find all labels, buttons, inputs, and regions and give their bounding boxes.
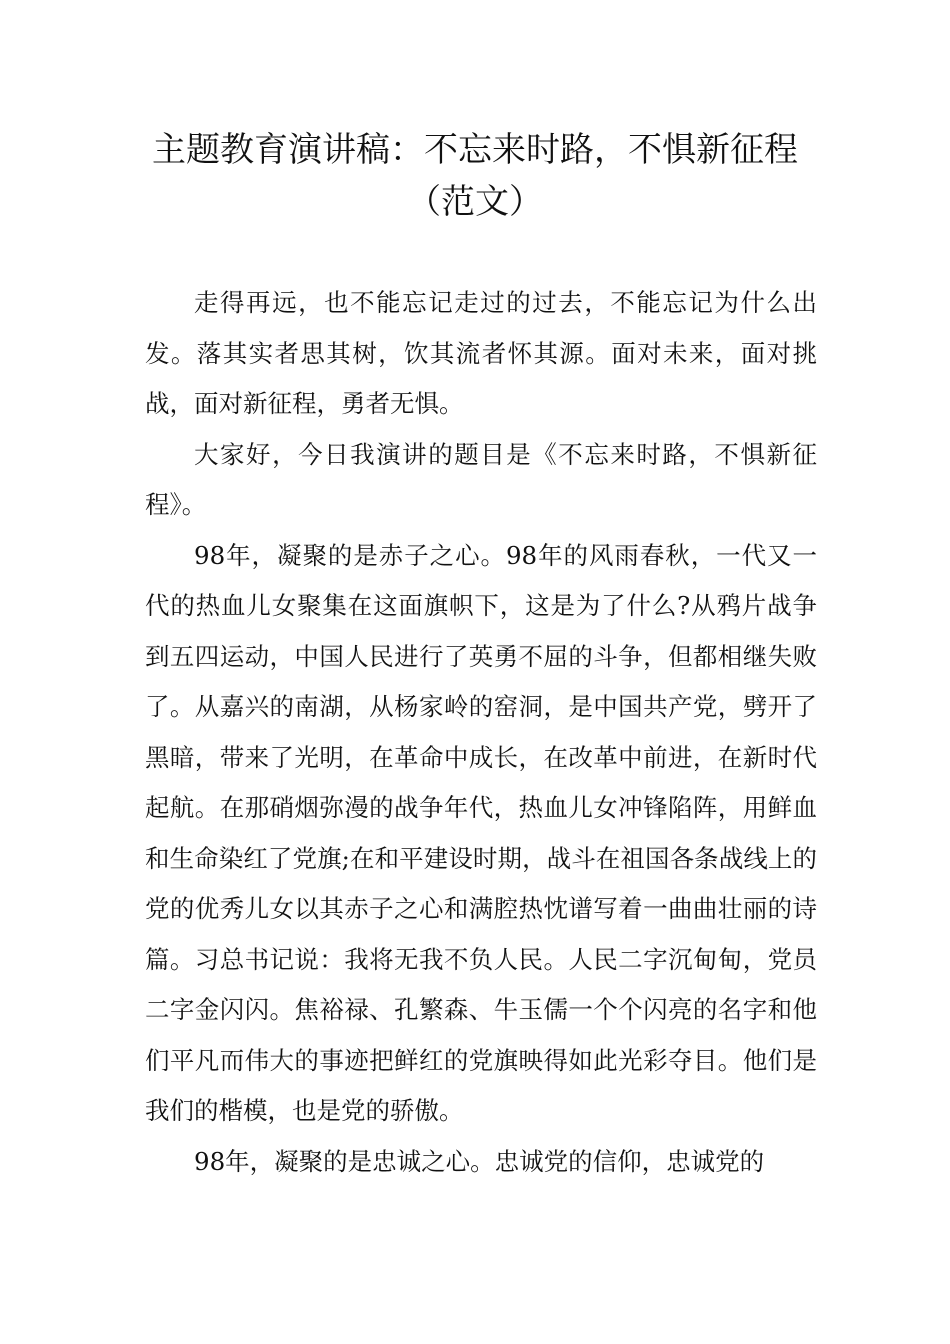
page-title: 主题教育演讲稿：不忘来时路，不惧新征程（范文） [152,130,798,222]
paragraph-red-heart: 98年，凝聚的是赤子之心。98年的风雨春秋，一代又一代的热血儿女聚集在这面旗帜下，这是为了什么?从鸦片战争到五四运动，中国人民进行了英勇不屈的斗争，但都相继失败了。从嘉兴的南湖，从杨家岭的窑洞，是中国共产党，劈开了黑暗，带来了光明，在革命中成长，在改革中前进，在新时代起航。在那硝烟弥漫的战争年代，热血儿女冲锋陷阵，用鲜血和生命染红了党旗;在和平建设时期，战斗在祖国各条战线上的党的优秀儿女以其赤子之心和满腔热忱谱写着一曲曲壮丽的诗篇。习总书记说：我将无我不负人民。人民二字沉甸甸，党员二字金闪闪。焦裕禄、孔繁森、牛玉儒一个个闪亮的名字和他们平凡而伟大的事迹把鲜红的党旗映得如此光彩夺目。他们是我们的楷模，也是党的骄傲。 [145,540,817,1125]
paragraph-greeting: 大家好，今日我演讲的题目是《不忘来时路，不惧新征程》。 [145,439,817,519]
paragraph-intro: 走得再远，也不能忘记走过的过去，不能忘记为什么出发。落其实者思其树，饮其流者怀其源。面对未来，面对挑战，面对新征程，勇者无惧。 [145,288,817,418]
paragraph-loyalty: 98年，凝聚的是忠诚之心。忠诚党的信仰，忠诚党的 [194,1146,765,1176]
document-body [145,278,817,1187]
